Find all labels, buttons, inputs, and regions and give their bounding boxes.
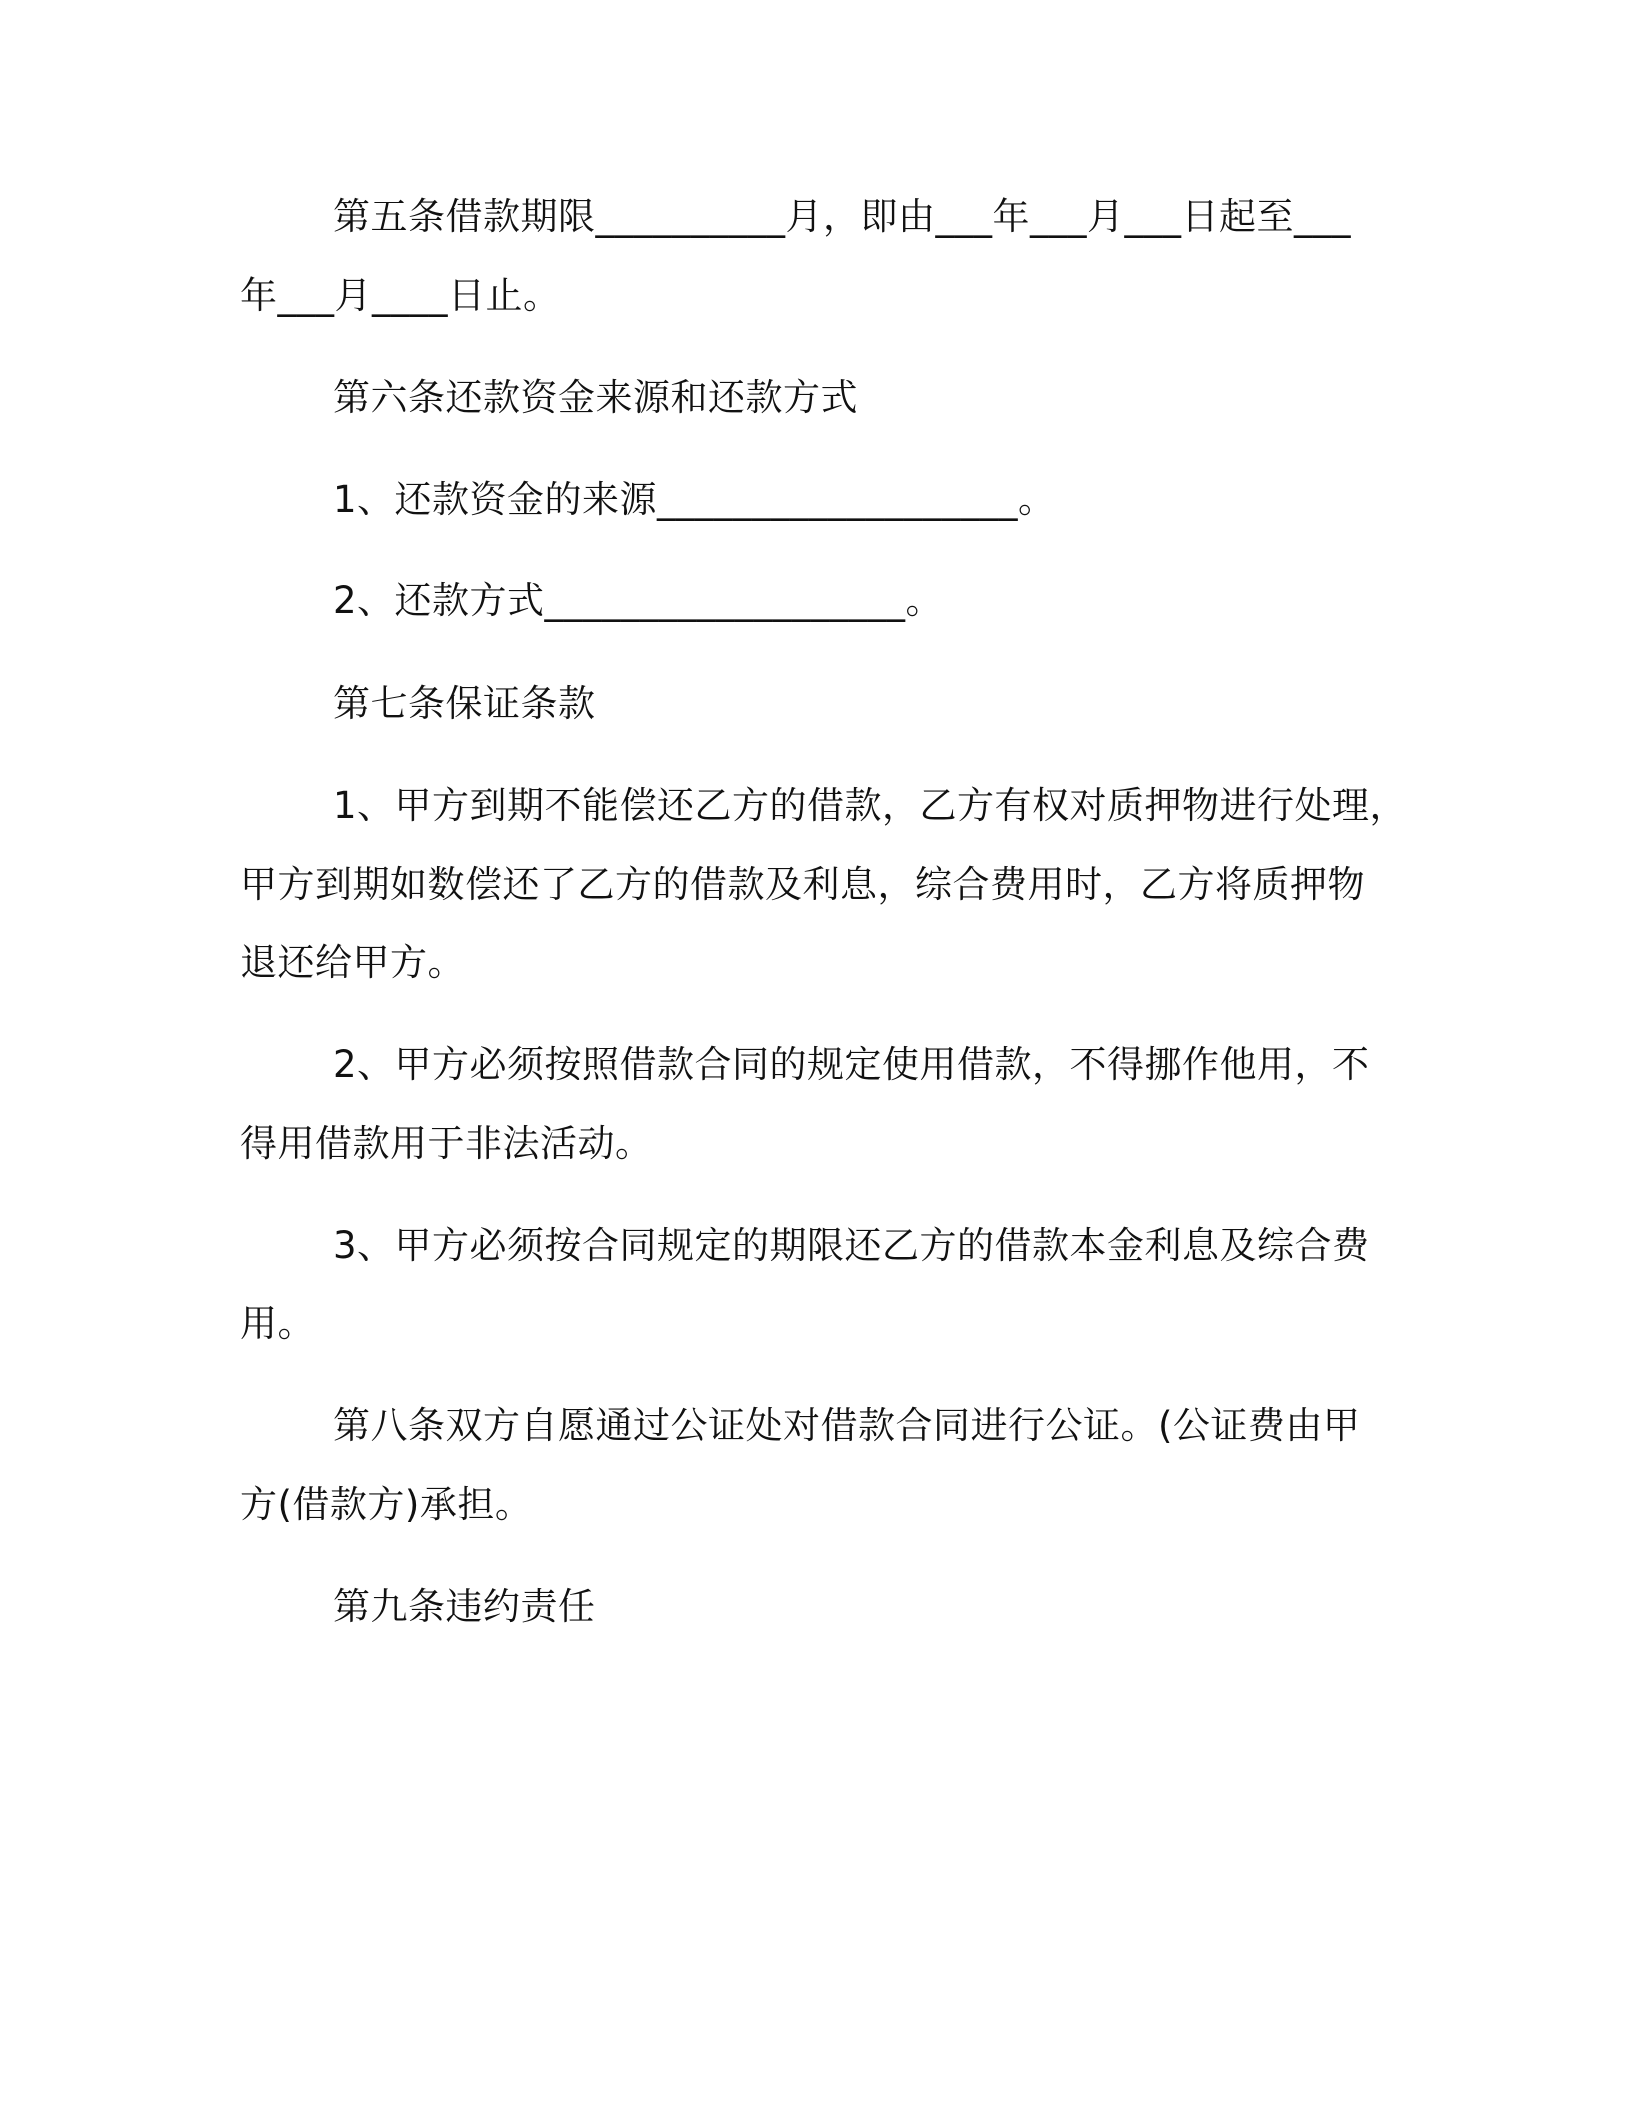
article-7-item-3-line-2: 用。 [240, 1302, 315, 1345]
article-5-line-1: 第五条借款期限__________月，即由___年___月___日起至___ [333, 195, 1351, 238]
article-7-heading: 第七条保证条款 [333, 682, 596, 725]
article-6-heading: 第六条还款资金来源和还款方式 [333, 376, 858, 419]
article-7-item-3-line-1: 3、甲方必须按合同规定的期限还乙方的借款本金利息及综合费 [333, 1224, 1370, 1267]
article-7-item-2-line-1: 2、甲方必须按照借款合同的规定使用借款，不得挪作他用，不 [333, 1043, 1370, 1086]
article-6-item-1: 1、还款资金的来源___________________。 [333, 478, 1056, 521]
article-8-line-2: 方(借款方)承担。 [240, 1483, 533, 1526]
article-7-item-1-line-1: 1、甲方到期不能偿还乙方的借款，乙方有权对质押物进行处理， [333, 784, 1408, 827]
article-8-line-1: 第八条双方自愿通过公证处对借款合同进行公证。(公证费由甲 [333, 1404, 1361, 1447]
article-7-item-2-line-2: 得用借款用于非法活动。 [240, 1122, 653, 1165]
article-9-heading: 第九条违约责任 [333, 1585, 596, 1628]
article-7-item-1-line-3: 退还给甲方。 [240, 941, 465, 984]
article-5-line-2: 年___月____日止。 [240, 274, 561, 317]
article-7-item-1-line-2: 甲方到期如数偿还了乙方的借款及利息，综合费用时，乙方将质押物 [240, 863, 1365, 906]
article-6-item-2: 2、还款方式___________________。 [333, 579, 944, 622]
